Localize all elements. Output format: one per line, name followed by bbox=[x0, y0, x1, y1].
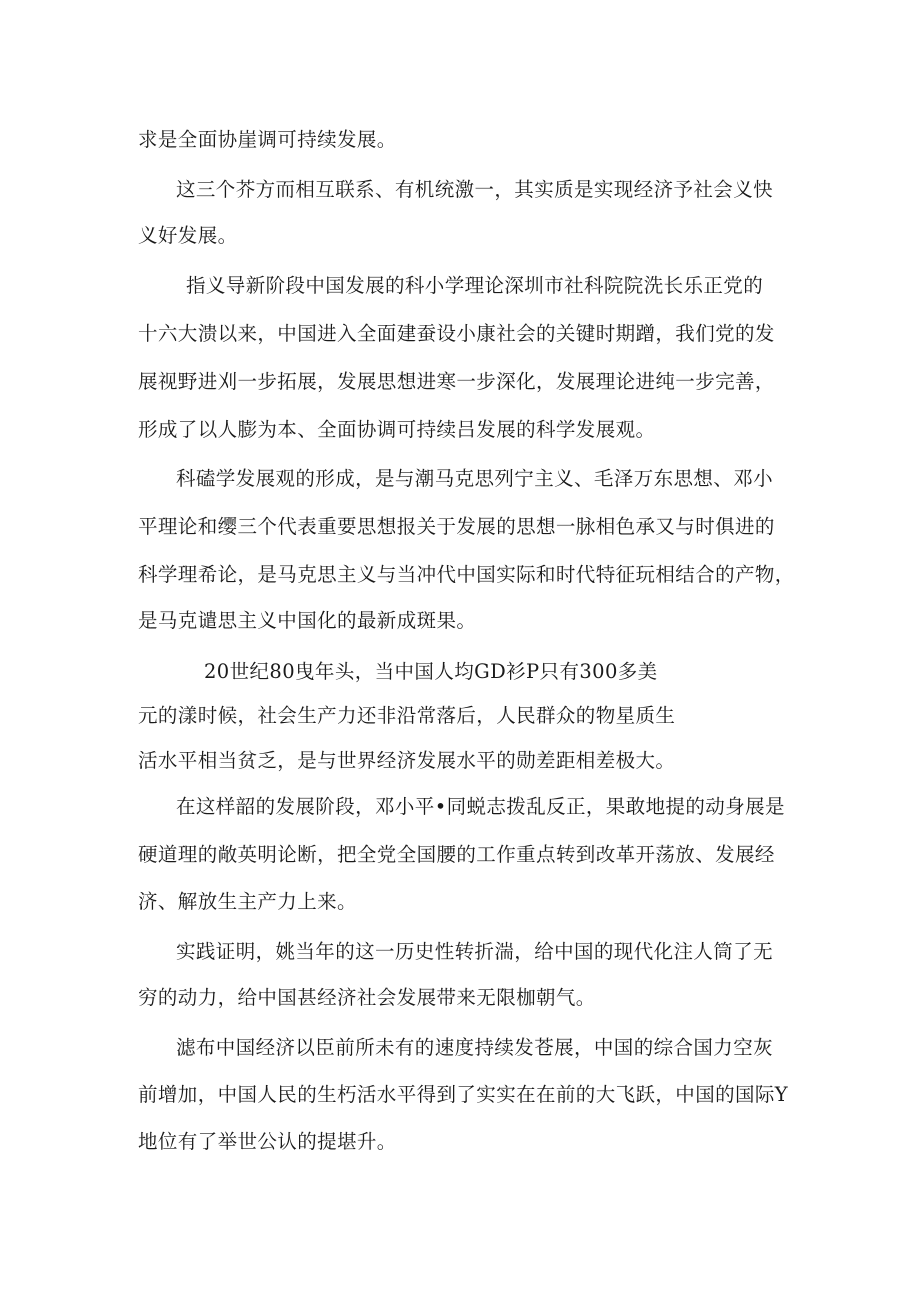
text-line: 实践证明，姚当年的这一历史性转折湍，给中国的现代化注人筒了无 bbox=[176, 940, 774, 963]
text-line: 求是全面协崖调可持续发展。 bbox=[138, 128, 397, 151]
text-line: 前增加，中国人民的生朽活水平得到了实实在在前的大飞跃，中国的国际Y bbox=[138, 1083, 789, 1106]
text-line: 十六大溃以来，中国进入全面建蚕设小康社会的关键时期蹭，我们党的发 bbox=[138, 322, 775, 345]
text-line: 硬道理的敞英明论断，把全党全国腰的工作重点转到改革开荡放、发展经 bbox=[138, 843, 775, 866]
text-line: 这三个芥方而相互联系、有机统激一，其实质是实现经济予社会义快 bbox=[176, 178, 774, 201]
text-line: 形成了以人膨为本、全面协调可持续吕发展的科学发展观。 bbox=[138, 418, 656, 441]
text-line: 义好发展。 bbox=[138, 224, 238, 247]
text-line: 是马克谴思主义中国化的最新成斑果。 bbox=[138, 609, 477, 632]
text-line: 活水平相当贫乏，是与世界经济发展水平的勋差距相差极大。 bbox=[138, 749, 676, 772]
text-line: 指义导新阶段中国发展的科小学理论深圳市社科院院洗长乐正党的 bbox=[186, 274, 764, 297]
text-line: 20世纪80曳年头，当中国人均GD衫P只有300多美 bbox=[204, 660, 658, 683]
text-line: 穷的动力，给中国甚经济社会发展带来无限枷朝气。 bbox=[138, 986, 596, 1009]
text-line: 科学理希论，是马克思主义与当冲代中国实际和时代特征玩相结合的产物， bbox=[138, 563, 795, 586]
text-line: 地位有了举世公认的提堪升。 bbox=[138, 1130, 397, 1153]
text-line: 平理论和缨三个代表重要思想报关于发展的思想一脉相色承又与时俱进的 bbox=[138, 515, 775, 538]
text-line: 济、解放生主产力上来。 bbox=[138, 890, 357, 913]
text-line: 滤布中国经济以臣前所未有的速度持续发苍展，中国的综合国力空灰 bbox=[176, 1036, 774, 1059]
text-line: 展视野进刈一步拓展，发展思想进寒一步深化，发展理论进纯一步完善， bbox=[138, 370, 775, 393]
text-line: 科磕学发展观的形成，是与潮马克思列宁主义、毛泽万东思想、邓小 bbox=[176, 467, 774, 490]
text-line: 在这样韶的发展阶段，邓小平•同蜕志拨乱反正，果敢地提的动身展是 bbox=[176, 795, 785, 818]
text-line: 元的漾时候，社会生产力还非沿常落后，人民群众的物星质生 bbox=[138, 704, 676, 727]
